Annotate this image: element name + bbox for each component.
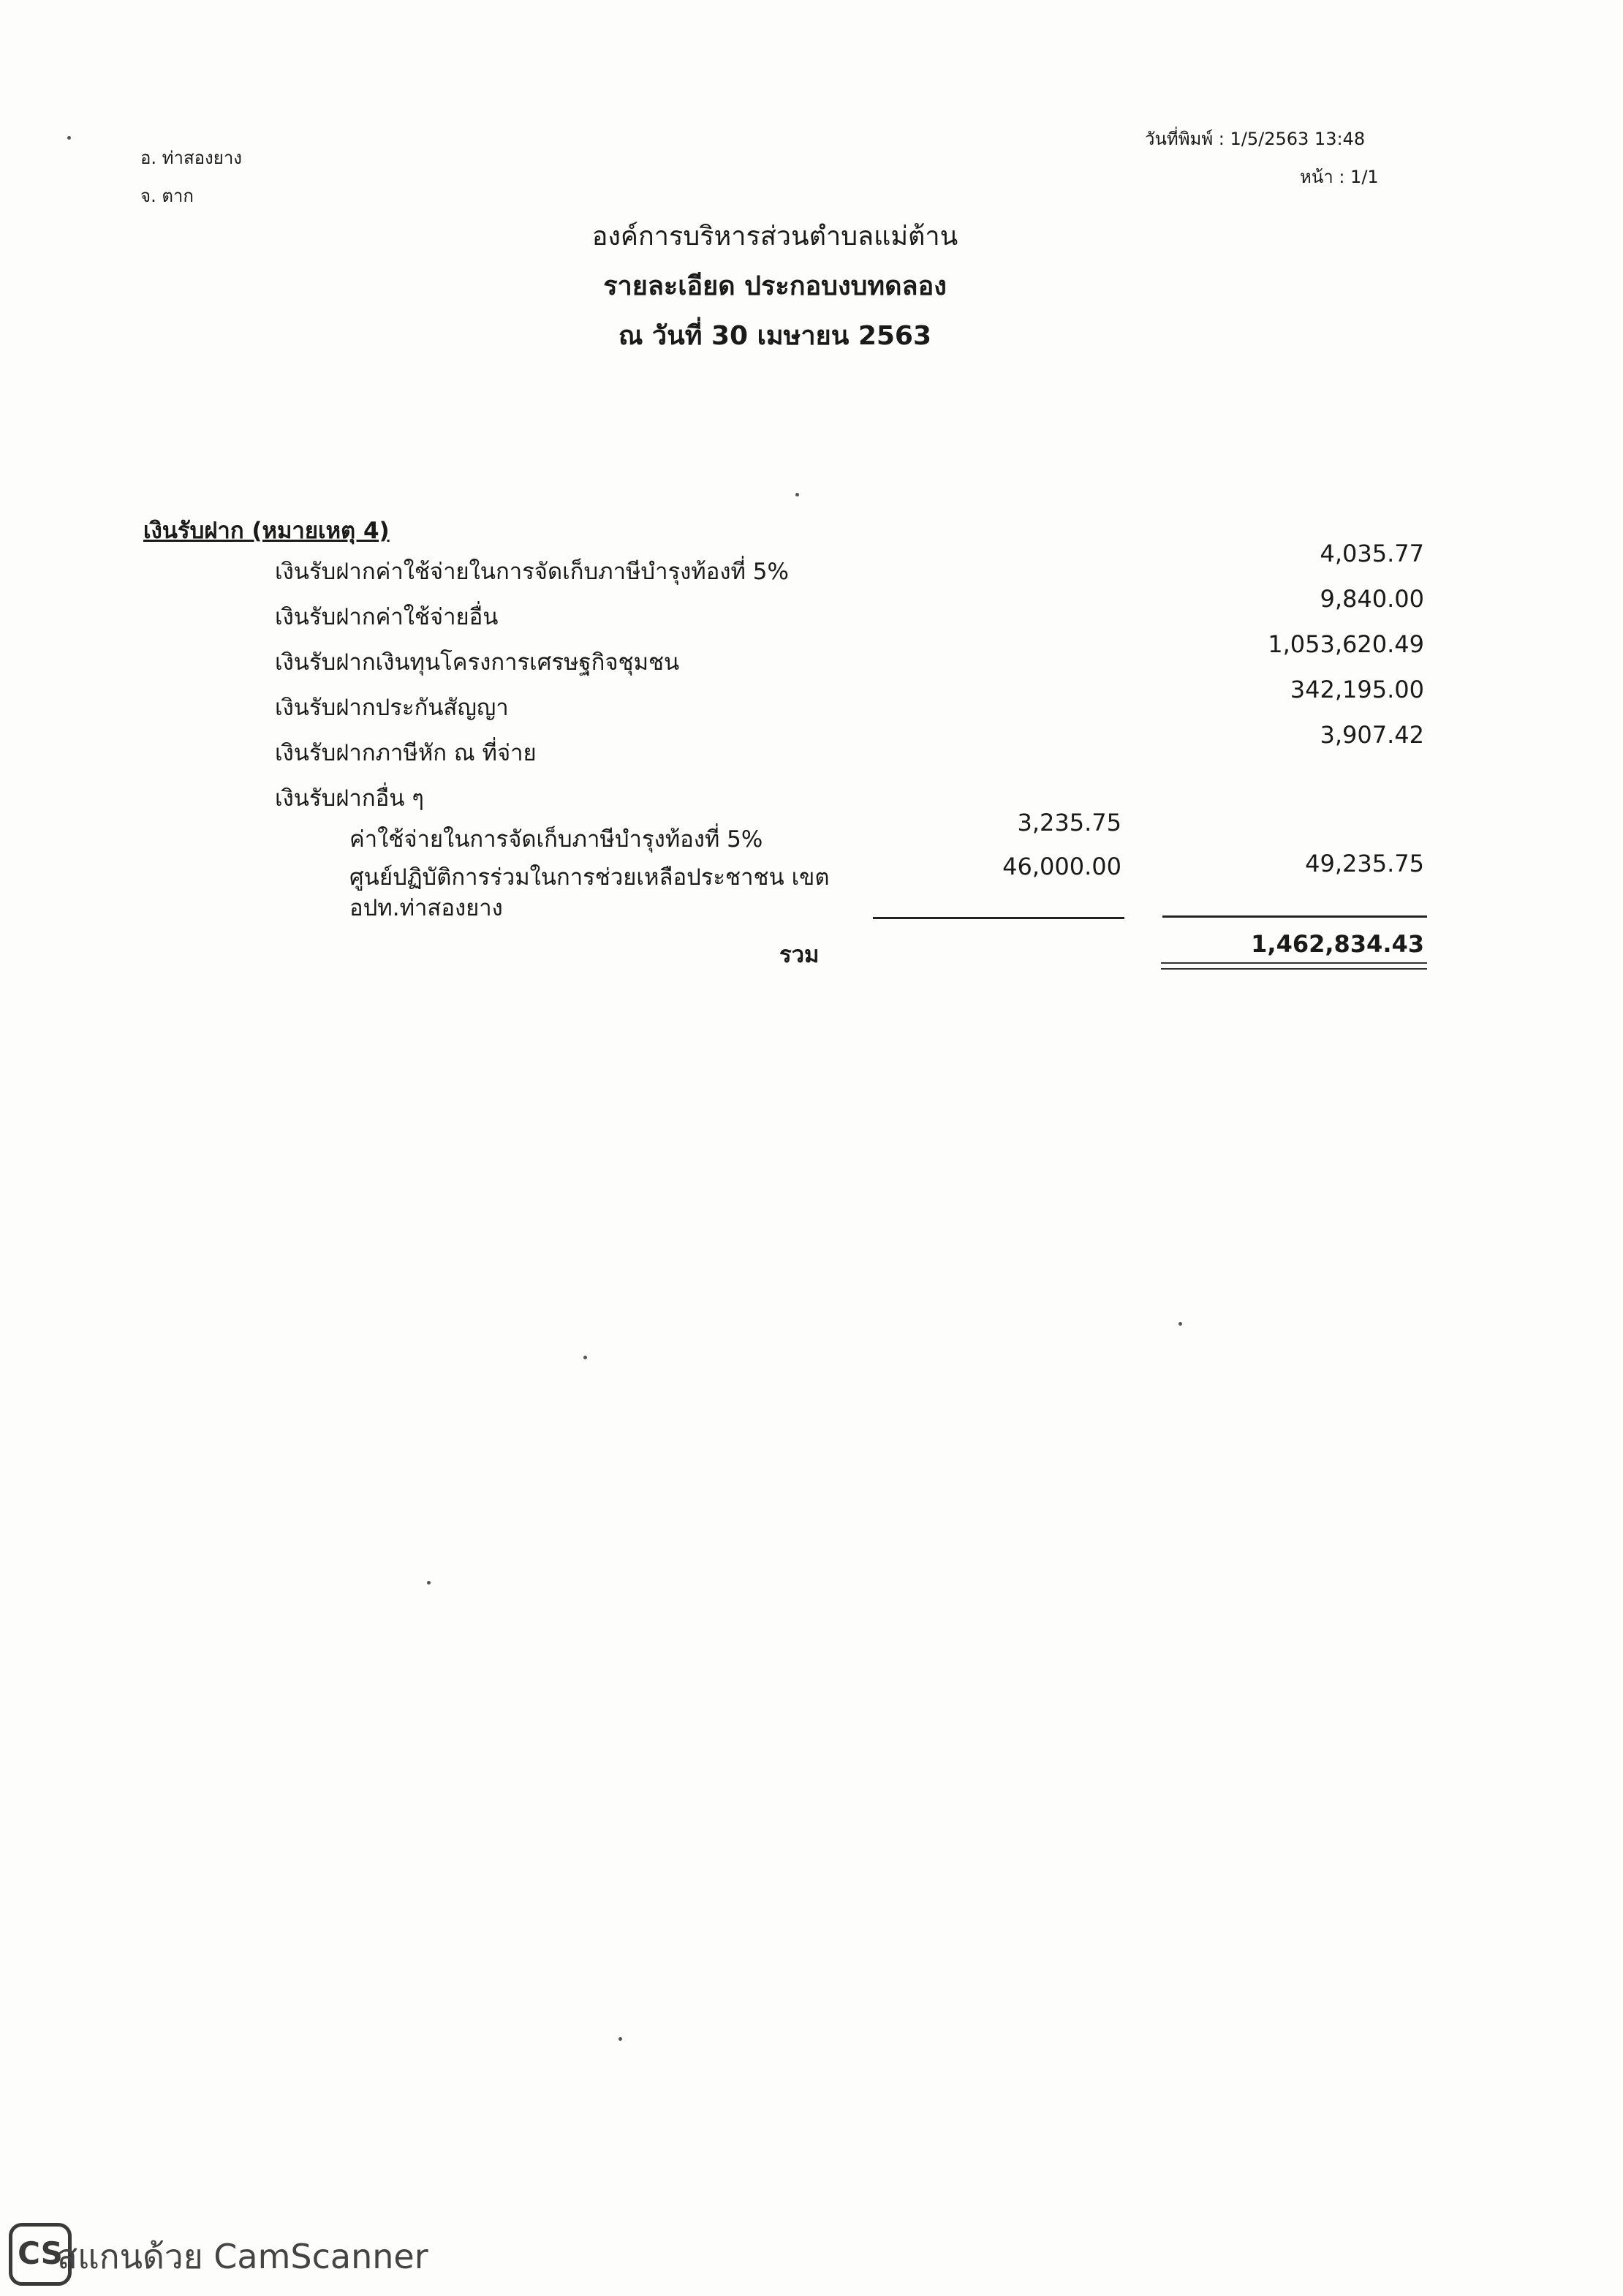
section-heading: เงินรับฝาก (หมายเหตุ 4)	[143, 518, 390, 544]
scan-speck	[618, 2037, 622, 2041]
page-number: หน้า : 1/1	[1300, 167, 1379, 187]
sub-item-amount: 3,235.75	[1017, 809, 1121, 837]
item-label: เงินรับฝากเงินทุนโครงการเศรษฐกิจชุมชน	[275, 649, 680, 676]
item-amount: 9,840.00	[1320, 585, 1424, 613]
total-amount: 1,462,834.43	[1251, 930, 1424, 958]
scan-speck	[427, 1581, 431, 1585]
item-amount: 4,035.77	[1320, 540, 1424, 567]
print-date: วันที่พิมพ์ : 1/5/2563 13:48	[1145, 129, 1366, 149]
sub-item-label: ค่าใช้จ่ายในการจัดเก็บภาษีบำรุงท้องที่ 5%	[349, 826, 763, 853]
item-label: เงินรับฝากประกันสัญญา	[275, 695, 509, 721]
camscanner-watermark: สแกนด้วย CamScanner	[57, 2237, 428, 2276]
other-subtotal: 49,235.75	[1305, 850, 1424, 877]
scan-speck	[795, 493, 799, 496]
item-amount: 342,195.00	[1290, 676, 1424, 703]
sub-item-label: ศูนย์ปฏิบัติการร่วมในการช่วยเหลือประชาชน เขต	[349, 864, 830, 891]
scan-speck	[67, 136, 71, 140]
camscanner-logo: CS	[9, 2223, 72, 2286]
province: จ. ตาก	[140, 186, 194, 206]
item-label: เงินรับฝากค่าใช้จ่ายในการจัดเก็บภาษีบำรุงท้องที่ 5%	[275, 559, 789, 585]
organization-title: องค์การบริหารส่วนตำบลแม่ต้าน	[591, 222, 958, 252]
total-label: รวม	[779, 942, 820, 968]
report-date: ณ วันที่ 30 เมษายน 2563	[618, 321, 932, 351]
district: อ. ท่าสองยาง	[140, 148, 243, 168]
total-double-underline	[1161, 962, 1427, 970]
item-label: เงินรับฝากค่าใช้จ่ายอื่น	[275, 604, 499, 630]
subtotal-rule-left	[873, 917, 1124, 919]
sub-item-amount: 46,000.00	[1002, 853, 1121, 880]
other-deposits-label: เงินรับฝากอื่น ๆ	[275, 785, 424, 812]
item-amount: 3,907.42	[1320, 721, 1424, 749]
report-title: รายละเอียด ประกอบงบทดลอง	[603, 271, 947, 301]
item-amount: 1,053,620.49	[1268, 630, 1424, 658]
item-label: เงินรับฝากภาษีหัก ณ ที่จ่าย	[275, 740, 537, 766]
sub-item-label-continued: อปท.ท่าสองยาง	[349, 895, 503, 921]
scan-speck	[1179, 1322, 1182, 1326]
subtotal-rule-right	[1162, 915, 1427, 918]
scan-speck	[583, 1356, 587, 1359]
